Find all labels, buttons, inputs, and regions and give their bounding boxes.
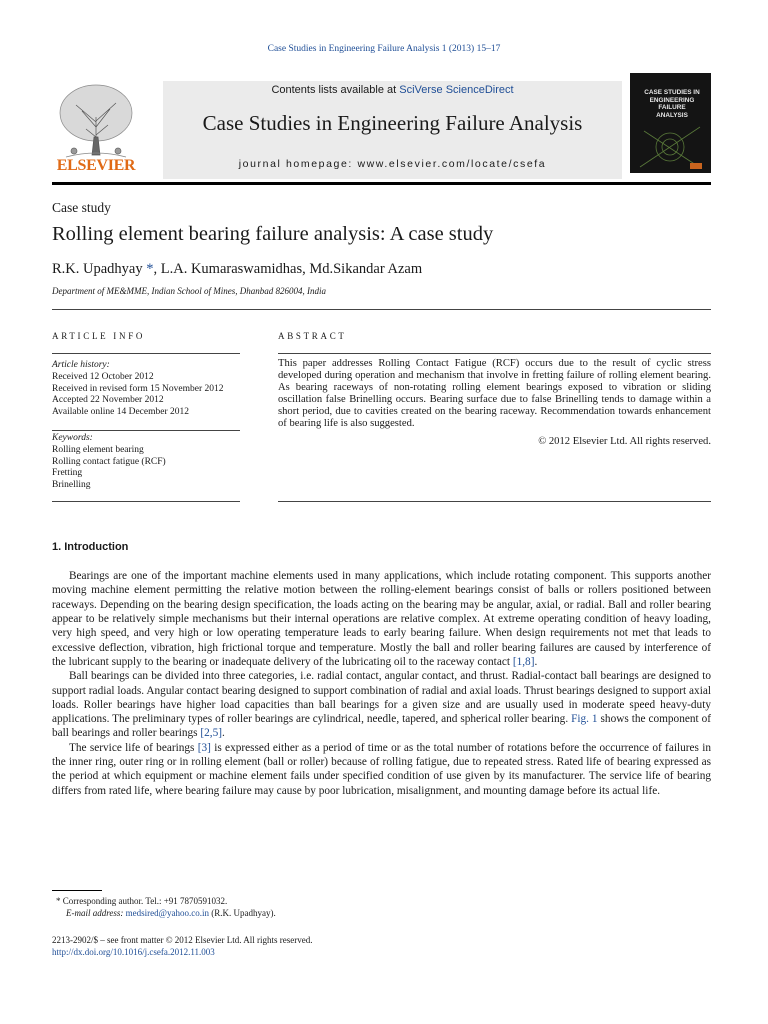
info-rule — [52, 430, 240, 431]
figure-link[interactable]: Fig. 1 — [571, 713, 598, 726]
keywords — [52, 433, 242, 492]
abstract-heading: ABSTRACT — [278, 331, 347, 341]
author-names: , L.A. Kumaraswamidhas, Md.Sikandar Azam — [153, 261, 423, 277]
paragraph-text: The service life of bearings — [69, 741, 198, 754]
history-item: Received in revised form 15 November 2012 — [52, 383, 224, 394]
introduction-body — [52, 569, 711, 798]
paragraph — [52, 741, 711, 798]
reference-link[interactable]: [1,8] — [512, 655, 535, 668]
history-label: Article history: — [52, 360, 110, 370]
publisher-name: ELSEVIER — [56, 157, 136, 174]
history-item: Available online 14 December 2012 — [52, 407, 189, 418]
issn-block — [52, 934, 313, 958]
email-link[interactable]: medsired@yahoo.co.in — [125, 908, 209, 918]
cover-title-line: ANALYSIS — [656, 111, 688, 119]
keyword: Rolling contact fatigue (RCF) — [52, 456, 166, 467]
reference-link[interactable]: [3] — [197, 741, 211, 754]
contents-line — [163, 84, 622, 96]
keyword: Rolling element bearing — [52, 444, 144, 455]
journal-masthead — [52, 73, 711, 185]
email-note — [56, 907, 276, 919]
paragraph-text: . — [534, 655, 538, 668]
info-rule — [52, 353, 240, 354]
paragraph-text: shows the component of ball bearings and roller bearings — [52, 713, 711, 740]
footnote-rule — [52, 890, 102, 891]
author-list — [52, 261, 422, 278]
abstract-text: This paper addresses Rolling Contact Fatigue (RCF) occurs due to the result of cyclic stress developed during operation and mechanism that involve in fretting failure of rolling element bearing. As bearing raceways of non-rotating rolling element bearings exposed to vibration or sliding oscillation false Brinelling occurs. Bearing surface due to false Brinelling tends to damage within a short period, due to cavities created on the bearing raceway. Recommendation towards enhancement of bearing life is also suggested. — [278, 358, 711, 430]
author-affiliation: Department of ME&MME, Indian School of Mines, Dhanbad 826004, India — [52, 286, 326, 296]
article-history — [52, 360, 242, 419]
paragraph-text: . — [222, 727, 225, 740]
cover-title-line: CASE STUDIES IN — [644, 89, 700, 96]
running-head[interactable]: Case Studies in Engineering Failure Analysis 1 (2013) 15–17 — [267, 44, 501, 54]
abstract-copyright: © 2012 Elsevier Ltd. All rights reserved. — [538, 436, 711, 447]
paragraph-text: Ball bearings can be divided into three categories, i.e. radial contact, angular contact, and thrust. Radial-contact ball bearings are designed to support radial loads. Angular contact bearing designed to support combination of radial and axial loads. Thrust bearings designed to support axial loads. Roller bearings have higher load capacities than ball bearings for a given size and are usually used in moderate speed heavy-duty applications. The preliminary types of roller bearings are cylindrical, needle, tapered, and spherical roller bearing. — [52, 670, 711, 726]
article-type: Case study — [52, 200, 111, 215]
section-heading: 1. Introduction — [52, 541, 129, 553]
email-label: E-mail address: — [66, 908, 126, 918]
contents-prefix: Contents lists available at — [271, 84, 400, 96]
journal-title: Case Studies in Engineering Failure Analysis — [202, 111, 583, 135]
paragraph — [52, 569, 711, 669]
footnotes — [56, 895, 276, 919]
header-rule — [52, 309, 711, 310]
corresponding-author-mark[interactable]: * — [146, 261, 154, 277]
cover-title-line: FAILURE — [658, 104, 686, 111]
keyword: Brinelling — [52, 480, 91, 491]
footnote-mark: * — [56, 896, 61, 906]
corresponding-author-note — [56, 895, 276, 907]
email-suffix: (R.K. Upadhyay). — [208, 908, 276, 918]
history-item: Accepted 22 November 2012 — [52, 395, 164, 406]
keyword: Fretting — [52, 468, 83, 479]
article-title: Rolling element bearing failure analysis: A case study — [52, 223, 494, 245]
article-info-heading: ARTICLE INFO — [52, 331, 146, 341]
paragraph-text: is expressed either as a period of time or as the total number of rotations before the occurrence of failures in the inner ring, outer ring or in rolling element (ball or roller) because of rolling fatigue, due to repeated stress. Rated life of bearing expressed as the period at which equipment or machine element fails under specified condition of use given by its manufacturer. The service life of bearing differs from rated life, where bearing failure may cause by poor lubrication, misalignment, and mounting damage before its actual life. — [52, 741, 712, 797]
reference-link[interactable]: [2,5] — [200, 727, 223, 740]
sciencedirect-link[interactable]: SciVerse ScienceDirect — [399, 84, 514, 96]
author-name: R.K. Upadhyay — [52, 261, 147, 277]
title-band — [163, 81, 622, 179]
footnote-text: Corresponding author. Tel.: +91 7870591032. — [60, 896, 228, 906]
cover-title — [636, 89, 708, 119]
issn-line: 2213-2902/$ – see front matter © 2012 Elsevier Ltd. All rights reserved. — [52, 935, 313, 945]
history-item: Received 12 October 2012 — [52, 371, 154, 382]
cover-title-line: ENGINEERING — [649, 96, 695, 104]
masthead-rule — [52, 182, 711, 185]
keywords-label: Keywords: — [52, 433, 93, 443]
doi-link[interactable]: http://dx.doi.org/10.1016/j.csefa.2012.11.003 — [52, 947, 215, 957]
paragraph-text: Bearings are one of the important machine elements used in many applications, which include rotating component. This supports another moving machine element permitting the relative motion between the rolling-element bearings consist of balls or rollers positioned between raceways. Depending on the bearing design specification, the loads acting on the bearing may be angular, axial, or radial. Ball and roller bearing appear to be relatively simple mechanisms but their internal operations are relative complex. At extreme operating condition of heavy loading, very high speed, and very high or low operating temperature leads to early bearing failure. When design requirements not met that leads to excessive deflection, vibration, high frictional torque and temperature. Mostly the ball and roller bearing failures are caused by interference of the lubricant supply to the bearing or inadequate delivery of the lubricating oil to the raceway contact — [52, 570, 711, 668]
journal-homepage[interactable]: journal homepage: www.elsevier.com/locate/csefa — [238, 158, 547, 170]
cover-artwork — [630, 117, 711, 173]
paragraph — [52, 669, 711, 741]
abstract-rule — [278, 501, 711, 502]
abstract-rule — [278, 353, 711, 354]
journal-cover-image — [630, 73, 711, 173]
info-rule — [52, 501, 240, 502]
